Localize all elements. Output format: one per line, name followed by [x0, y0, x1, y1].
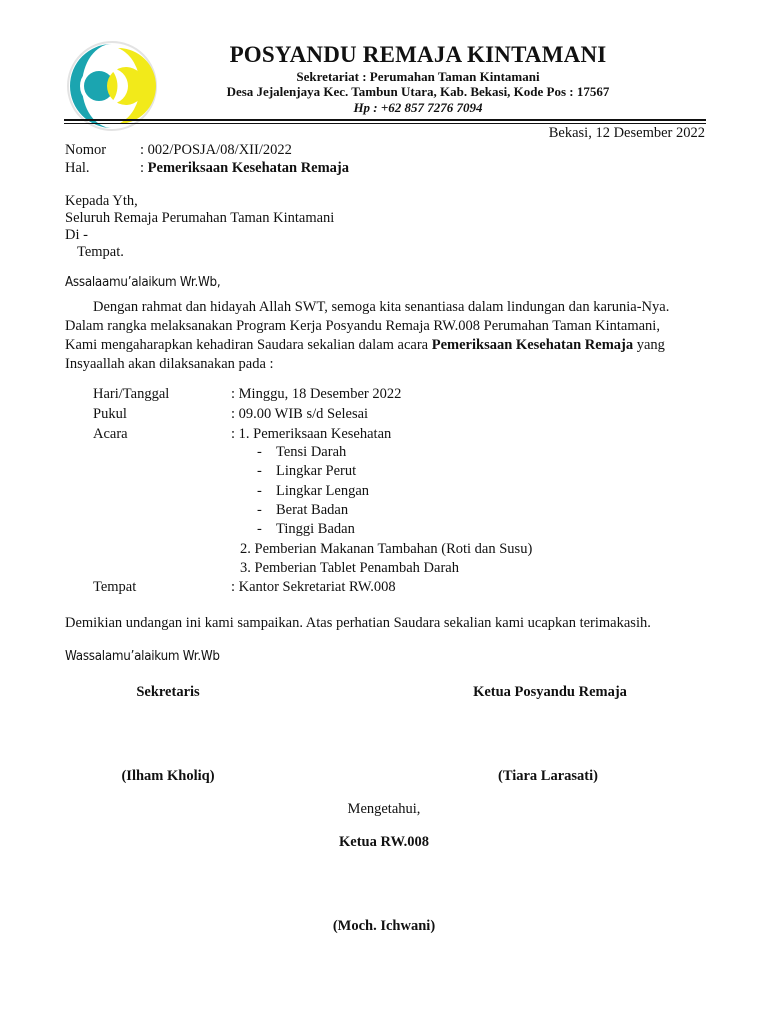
pukul-label: Pukul: [93, 406, 127, 422]
recipient-line-4: Tempat.: [77, 244, 124, 260]
hari-value: : Minggu, 18 Desember 2022: [231, 386, 402, 402]
ketua-posyandu-title: Ketua Posyandu Remaja: [473, 684, 627, 700]
hal-colon: :: [140, 160, 148, 176]
closing-text: Demikian undangan ini kami sampaikan. Atas perhatian Saudara sekalian kami ucapkan terimakasih.: [65, 615, 651, 631]
secretariat-line: Sekretariat : Perumahan Taman Kintamani: [296, 69, 540, 84]
sub-item: Tinggi Badan: [276, 521, 355, 537]
mengetahui-label: Mengetahui,: [347, 801, 421, 817]
acara-item-2: 2. Pemberian Makanan Tambahan (Roti dan Susu): [240, 541, 533, 557]
dash: -: [257, 483, 262, 499]
acara-label: Acara: [93, 426, 128, 442]
acara-value: : 1. Pemeriksaan Kesehatan: [231, 426, 392, 442]
hal-row: [140, 159, 349, 178]
body-line-3-bold: Pemeriksaan Kesehatan Remaja: [431, 337, 634, 353]
nomor-value: : 002/POSJA/08/XII/2022: [140, 142, 292, 158]
dash: -: [257, 521, 262, 537]
sub-item: Lingkar Perut: [276, 463, 357, 479]
nomor-label: Nomor: [65, 142, 107, 158]
address-line: Desa Jejalenjaya Kec. Tambun Utara, Kab. Bekasi, Kode Pos : 17567: [226, 84, 610, 99]
body-line-1: Dengan rahmat dan hidayah Allah SWT, semoga kita senantiasa dalam lindungan dan karunia-Nya.: [93, 299, 670, 315]
body-line-3-post: yang: [633, 337, 665, 353]
recipient-line-1: Kepada Yth,: [65, 193, 138, 209]
phone-line: Hp : +62 857 7276 7094: [353, 100, 483, 115]
body-line-2: Dalam rangka melaksanakan Program Kerja Posyandu Remaja RW.008 Perumahan Taman Kintamani,: [65, 318, 660, 334]
hal-value: Pemeriksaan Kesehatan Remaja: [147, 160, 350, 176]
recipient-line-3: Di -: [65, 227, 88, 243]
org-name: POSYANDU REMAJA KINTAMANI: [229, 42, 607, 67]
dash: -: [257, 463, 262, 479]
header-divider-thick: [64, 119, 706, 121]
tempat-value: : Kantor Sekretariat RW.008: [231, 579, 396, 595]
tempat-label: Tempat: [93, 579, 137, 595]
acara-item-3: 3. Pemberian Tablet Penambah Darah: [240, 560, 459, 576]
rw-title: Ketua RW.008: [339, 834, 429, 850]
sub-item: Lingkar Lengan: [276, 483, 370, 499]
dash: -: [257, 444, 262, 460]
farewell: Wassalamu’alaikum Wr.Wb: [65, 649, 220, 664]
pukul-value: : 09.00 WIB s/d Selesai: [231, 406, 369, 422]
body-line-3: [65, 336, 705, 355]
hari-label: Hari/Tanggal: [93, 386, 170, 402]
dash: -: [257, 502, 262, 518]
sub-item: Tensi Darah: [276, 444, 347, 460]
body-line-4: Insyaallah akan dilaksanakan pada :: [65, 356, 274, 372]
sekretaris-title: Sekretaris: [136, 684, 200, 700]
recipient-line-2: Seluruh Remaja Perumahan Taman Kintamani: [65, 210, 335, 226]
letter-date: Bekasi, 12 Desember 2022: [548, 125, 705, 141]
body-paragraph: [65, 298, 705, 374]
ketua-posyandu-name: (Tiara Larasati): [497, 768, 598, 784]
sub-item: Berat Badan: [276, 502, 349, 518]
rw-name: (Moch. Ichwani): [332, 918, 436, 934]
body-line-3-pre: Kami mengaharapkan kehadiran Saudara sekalian dalam acara: [65, 337, 432, 353]
hal-label: Hal.: [65, 160, 90, 176]
greeting: Assalaamu’alaikum Wr.Wb,: [65, 275, 221, 290]
sekretaris-name: (Ilham Kholiq): [121, 768, 215, 784]
